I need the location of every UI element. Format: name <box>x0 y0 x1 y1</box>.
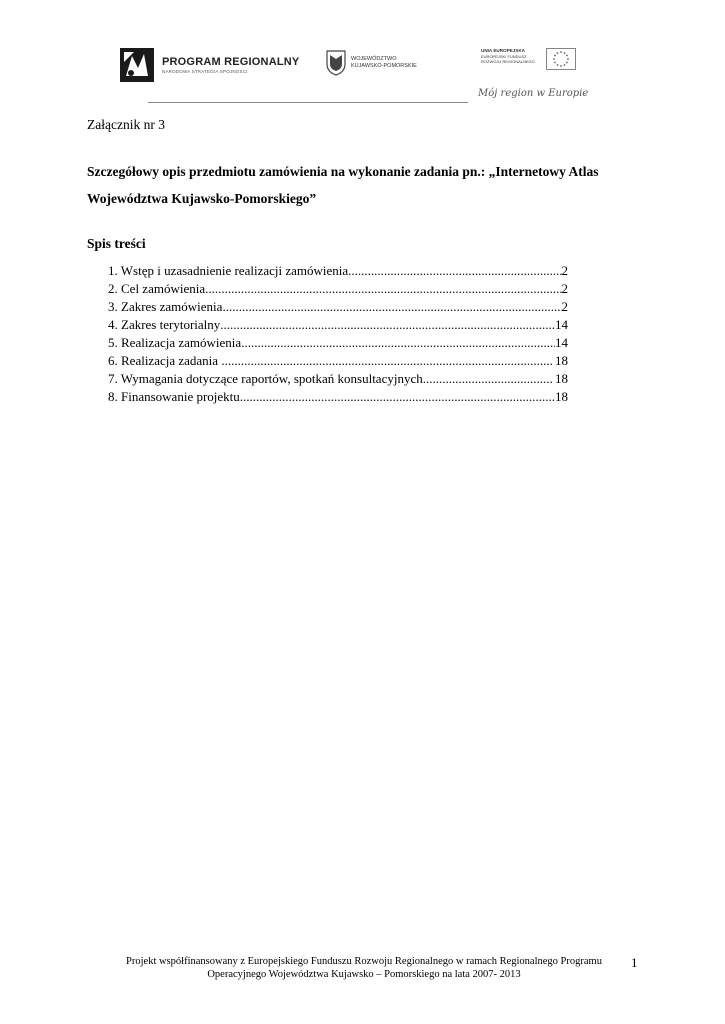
toc-entry-page: 14 <box>555 317 568 332</box>
voivodeship-logo <box>326 50 417 76</box>
toc-entry-page: 18 <box>555 389 568 404</box>
toc-entry-page: 2 <box>561 263 568 278</box>
voivodeship-line2: KUJAWSKO-POMORSKIE <box>351 63 417 69</box>
toc-entry[interactable] <box>108 280 568 298</box>
eu-line2: EUROPEJSKI FUNDUSZ <box>481 53 527 59</box>
program-logo-subtitle: NARODOWA STRATEGIA SPÓJNOŚCI <box>162 69 248 74</box>
voivodeship-line1: WOJEWÓDZTWO <box>351 56 397 62</box>
toc-leader <box>240 388 555 406</box>
toc-entry[interactable] <box>108 316 568 334</box>
eu-flag-icon <box>546 48 576 70</box>
eu-logo <box>481 48 576 70</box>
motto-signature: Mój region w Europie <box>478 88 589 99</box>
toc-entry-label: 4. Zakres terytorialny <box>108 317 221 332</box>
program-regionalny-logo <box>118 44 299 86</box>
toc-entry-page: 18 <box>551 371 568 386</box>
toc-entry-label: 7. Wymagania dotyczące raportów, spotkań konsultacyjnych <box>108 371 423 386</box>
toc-entry-label: 6. Realizacja zadania <box>108 353 222 368</box>
toc-leader <box>241 334 555 352</box>
toc-entry-label: 3. Zakres zamówienia <box>108 299 223 314</box>
toc-leader <box>222 298 561 316</box>
header-divider <box>148 102 468 103</box>
toc-entry[interactable] <box>108 352 568 370</box>
toc-entry-page: 2 <box>561 299 568 314</box>
toc-entry[interactable] <box>108 298 568 316</box>
toc-leader <box>220 316 555 334</box>
toc-leader <box>348 262 561 280</box>
eu-line1: UNIA EUROPEJSKA <box>481 48 525 53</box>
shield-icon <box>326 50 346 76</box>
toc-entry-page: 14 <box>555 335 568 350</box>
table-of-contents <box>108 262 568 406</box>
program-logo-title: PROGRAM REGIONALNY <box>162 56 300 68</box>
toc-entry[interactable] <box>108 334 568 352</box>
annex-label: Załącznik nr 3 <box>87 117 165 132</box>
toc-entry-label: 5. Realizacja zamówienia <box>108 335 242 350</box>
page-number: 1 <box>631 955 638 970</box>
toc-entry[interactable] <box>108 370 568 388</box>
page-footer <box>108 955 620 981</box>
toc-entry-label: 8. Finansowanie projektu <box>108 389 240 404</box>
footer-line2: Operacyjnego Województwa Kujawsko – Pomorskiego na lata 2007- 2013 <box>207 969 521 980</box>
toc-leader <box>221 352 551 370</box>
toc-leader <box>423 370 552 388</box>
toc-heading: Spis treści <box>87 236 146 251</box>
program-regionalny-emblem <box>118 46 156 84</box>
toc-leader <box>205 280 561 298</box>
footer-line1: Projekt współfinansowany z Europejskiego Funduszu Rozwoju Regionalnego w ramach Regionalnego Programu <box>126 956 602 967</box>
toc-entry-page: 2 <box>561 281 568 296</box>
toc-entry[interactable] <box>108 388 568 406</box>
toc-entry-label: 1. Wstęp i uzasadnienie realizacji zamówienia <box>108 263 349 278</box>
document-title: Szczegółowy opis przedmiotu zamówienia na wykonanie zadania pn.: „Internetowy Atlas Województwa Kujawsko-Pomorskiego” <box>87 164 599 206</box>
toc-entry-label: 2. Cel zamówienia <box>108 281 206 296</box>
toc-entry[interactable] <box>108 262 568 280</box>
eu-line3: ROZWOJU REGIONALNEGO <box>481 59 535 64</box>
header-logos <box>118 40 588 110</box>
toc-entry-page: 18 <box>551 353 568 368</box>
